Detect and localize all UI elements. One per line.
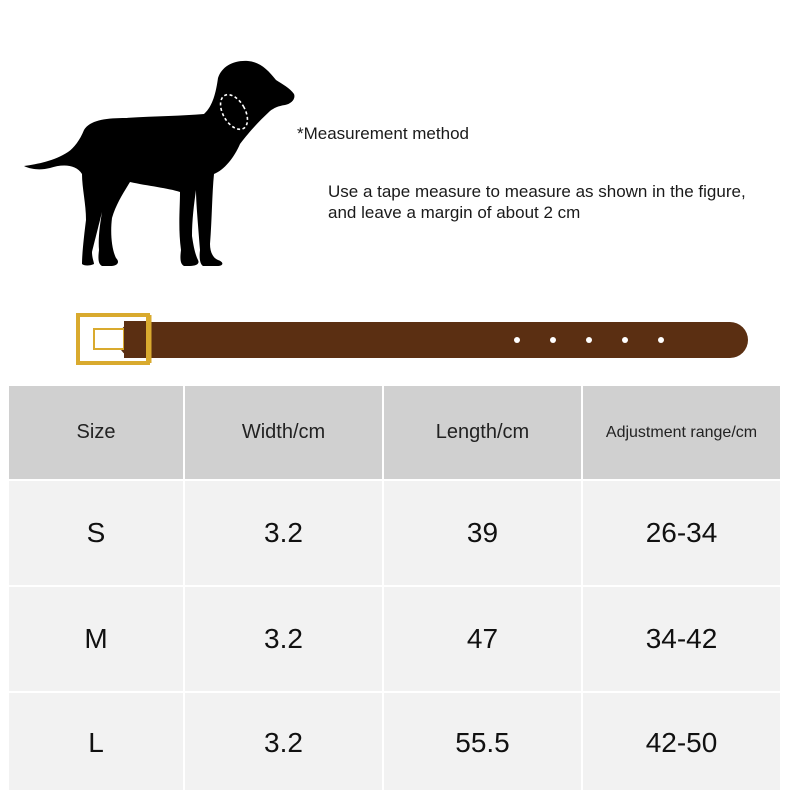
row-m-width: 3.2 [185,587,382,691]
row-m-adjustment: 34-42 [583,587,780,691]
row-l-adjustment: 42-50 [583,693,780,790]
collar-belt-icon [74,311,754,369]
header-width: Width/cm [185,386,382,479]
header-length: Length/cm [384,386,581,479]
header-size: Size [9,386,183,479]
row-l-size: L [9,693,183,790]
row-s-width: 3.2 [185,481,382,585]
header-adjustment-range: Adjustment range/cm [583,386,780,479]
row-s-adjustment: 26-34 [583,481,780,585]
measurement-method-title: *Measurement method [297,124,469,143]
measurement-method-description: Use a tape measure to measure as shown in the figure, and leave a margin of about 2 cm [328,182,746,222]
row-l-width: 3.2 [185,693,382,790]
size-table [9,386,780,790]
row-s-length: 39 [384,481,581,585]
row-l-length: 55.5 [384,693,581,790]
row-s-size: S [9,481,183,585]
row-m-size: M [9,587,183,691]
dog-silhouette-icon [20,58,305,273]
row-m-length: 47 [384,587,581,691]
